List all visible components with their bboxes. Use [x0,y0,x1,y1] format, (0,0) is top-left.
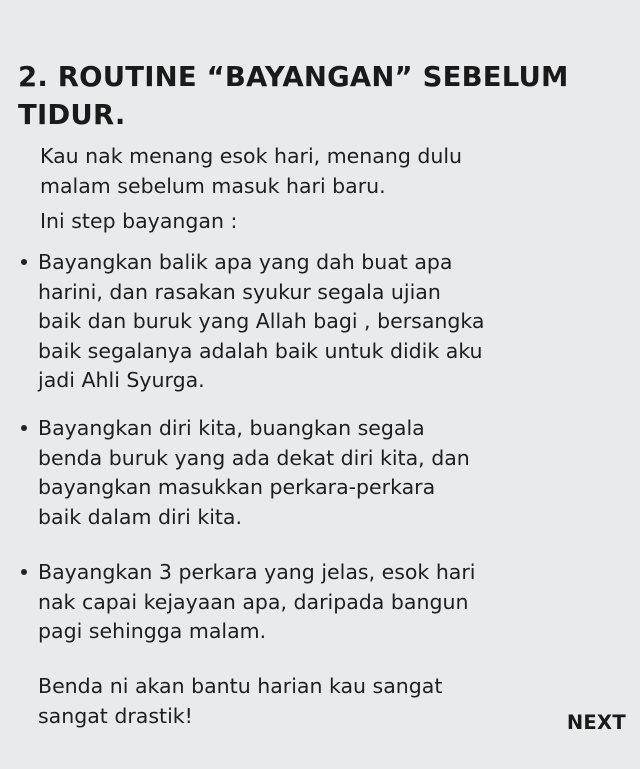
steps-label-text: Ini step bayangan : [40,209,238,233]
bullet-line: pagi sehingga malam. [38,619,267,643]
closing-line: sangat drastik! [38,703,193,728]
intro-paragraph [40,142,620,201]
next-button[interactable]: NEXT [566,711,626,734]
bullet-text [38,248,618,396]
bullet-line: jadi Ahli Syurga. [38,368,205,392]
bullet-line: baik dalam diri kita. [38,504,243,529]
closing-line: Benda ni akan bantu harian kau sangat [38,674,443,698]
bullet-line: baik dan buruk yang Allah bagi , bersangka [38,309,485,333]
bullet-dot-icon [21,569,27,575]
closing-paragraph [38,672,618,731]
bullet-line: Bayangkan 3 perkara yang jelas, esok hari [38,560,476,584]
bullet-dot-icon [21,259,27,265]
bullet-line: baik segalanya adalah baik untuk didik aku [38,338,483,363]
intro-line: Kau nak menang esok hari, menang dulu [40,144,463,168]
title-line: TIDUR. [18,99,126,131]
bullet-line: bayangkan masukkan perkara-perkara [38,475,436,499]
bullet-line: nak capai kejayaan apa, daripada bangun [38,589,469,614]
bullet-line: Bayangkan balik apa yang dah buat apa [38,250,453,274]
bullet-text [38,558,618,647]
page-title [18,58,618,134]
title-line: 2. ROUTINE “BAYANGAN” SEBELUM [18,61,569,93]
bullet-line: harini, dan rasakan syukur segala ujian [38,279,441,304]
bullet-line: benda buruk yang ada dekat diri kita, dan [38,445,470,470]
steps-label [40,207,620,237]
bullet-text [38,414,618,532]
bullet-line: Bayangkan diri kita, buangkan segala [38,416,425,440]
intro-line: malam sebelum masuk hari baru. [40,173,386,198]
bullet-dot-icon [21,425,27,431]
